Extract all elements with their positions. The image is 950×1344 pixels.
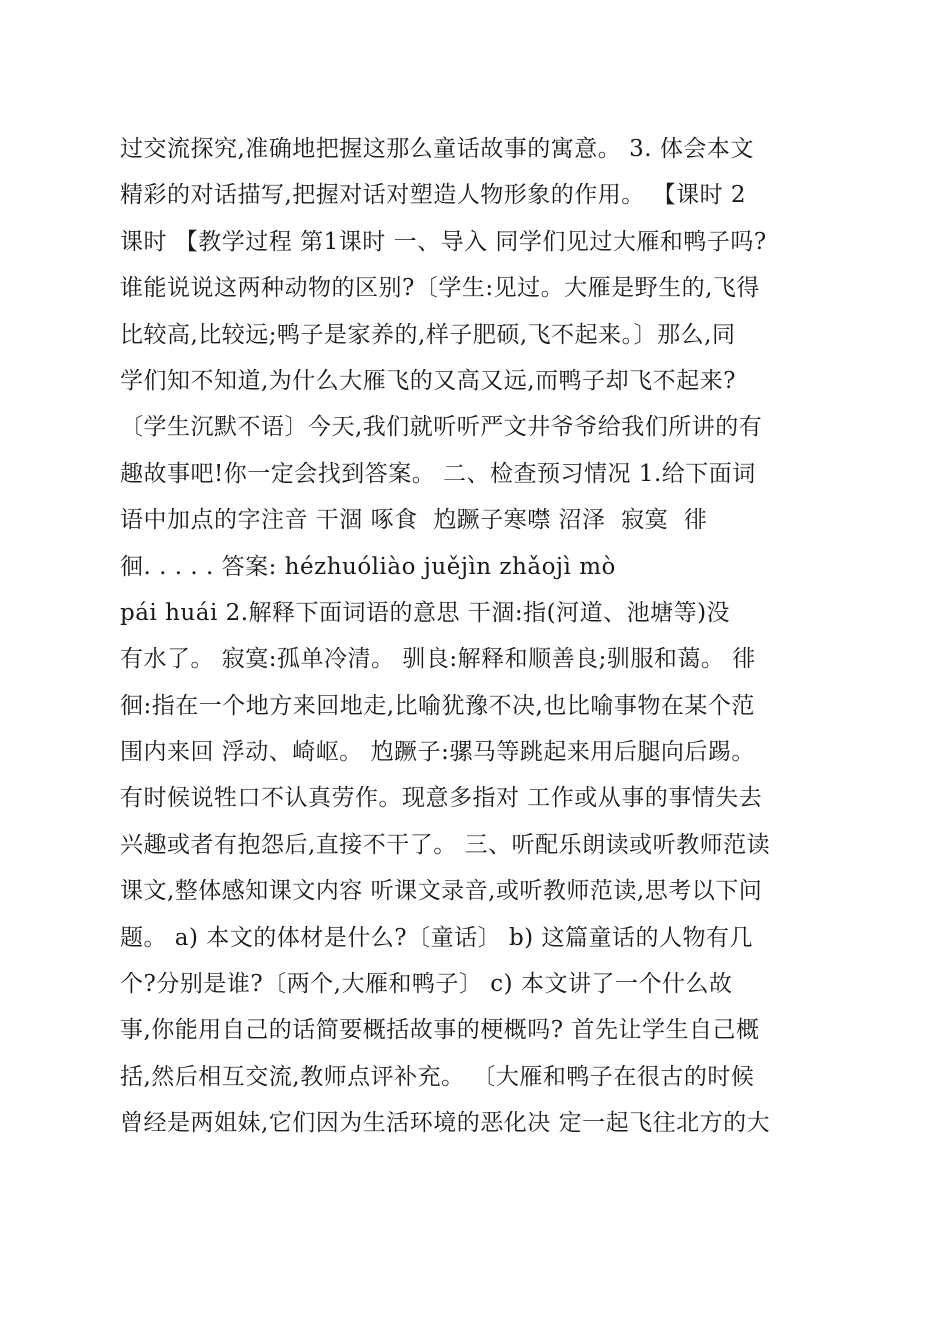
text-line: 精彩的对话描写,把握对话对塑造人物形象的作用。 【课时 2: [120, 182, 747, 209]
text-line: 语中加点的字注音 干涸 啄食 尥蹶子寒噤 沼泽 寂寞 徘: [120, 507, 708, 534]
text-line: 事,你能用自己的话简要概括故事的梗概吗? 首先让学生自己概: [120, 1017, 760, 1044]
text-line: pái huái 2.解释下面词语的意思 干涸:指(河道、池塘等)没: [120, 599, 731, 626]
text-line: 兴趣或者有抱怨后,直接不干了。 三、听配乐朗读或听教师范读: [120, 831, 771, 858]
text-line: 比较高,比较远;鸭子是家养的,样子肥硕,飞不起来。〕那么,同: [120, 321, 736, 348]
text-line: 题。 a) 本文的体材是什么?〔童话〕 b) 这篇童话的人物有几: [120, 924, 753, 951]
text-line: 有时候说牲口不认真劳作。现意多指对 工作或从事的事情失去: [120, 785, 763, 812]
text-line: 课时 【教学过程 第1课时 一、导入 同学们见过大雁和鸭子吗?: [120, 228, 767, 255]
text-line: 有水了。 寂寞:孤单冷清。 驯良:解释和顺善良;驯服和蔼。 徘: [120, 646, 756, 673]
text-line: 围内来回 浮动、崎岖。 尥蹶子:骡马等跳起来用后腿向后踢。: [120, 739, 755, 766]
text-line: 徊. . . . . 答案: hézhuóliào juějìn zhǎojì mò: [120, 553, 616, 580]
text-line: 徊:指在一个地方来回地走,比喻犹豫不决,也比喻事物在某个范: [120, 692, 755, 719]
text-line: 括,然后相互交流,教师点评补充。 〔大雁和鸭子在很古的时候: [120, 1063, 755, 1090]
text-line: 学们知不知道,为什么大雁飞的又高又远,而鸭子却飞不起来?: [120, 367, 736, 394]
text-line: 〔学生沉默不语〕今天,我们就听听严文井爷爷给我们所讲的有: [120, 414, 763, 441]
text-line: 曾经是两姐妹,它们因为生活环境的恶化决 定一起飞往北方的大: [120, 1110, 771, 1137]
text-line: 课文,整体感知课文内容 听课文录音,或听教师范读,思考以下问: [120, 878, 763, 905]
text-line: 过交流探究,准确地把握这那么童话故事的寓意。 3. 体会本文: [120, 136, 754, 162]
text-line: 个?分别是谁?〔两个,大雁和鸭子〕 c) 本文讲了一个什么故: [120, 971, 733, 998]
body-text: [120, 126, 860, 1147]
text-line: 谁能说说这两种动物的区别?〔学生:见过。大雁是野生的,飞得: [120, 275, 760, 302]
text-line: 趣故事吧!你一定会找到答案。 二、检查预习情况 1.给下面词: [120, 460, 756, 487]
